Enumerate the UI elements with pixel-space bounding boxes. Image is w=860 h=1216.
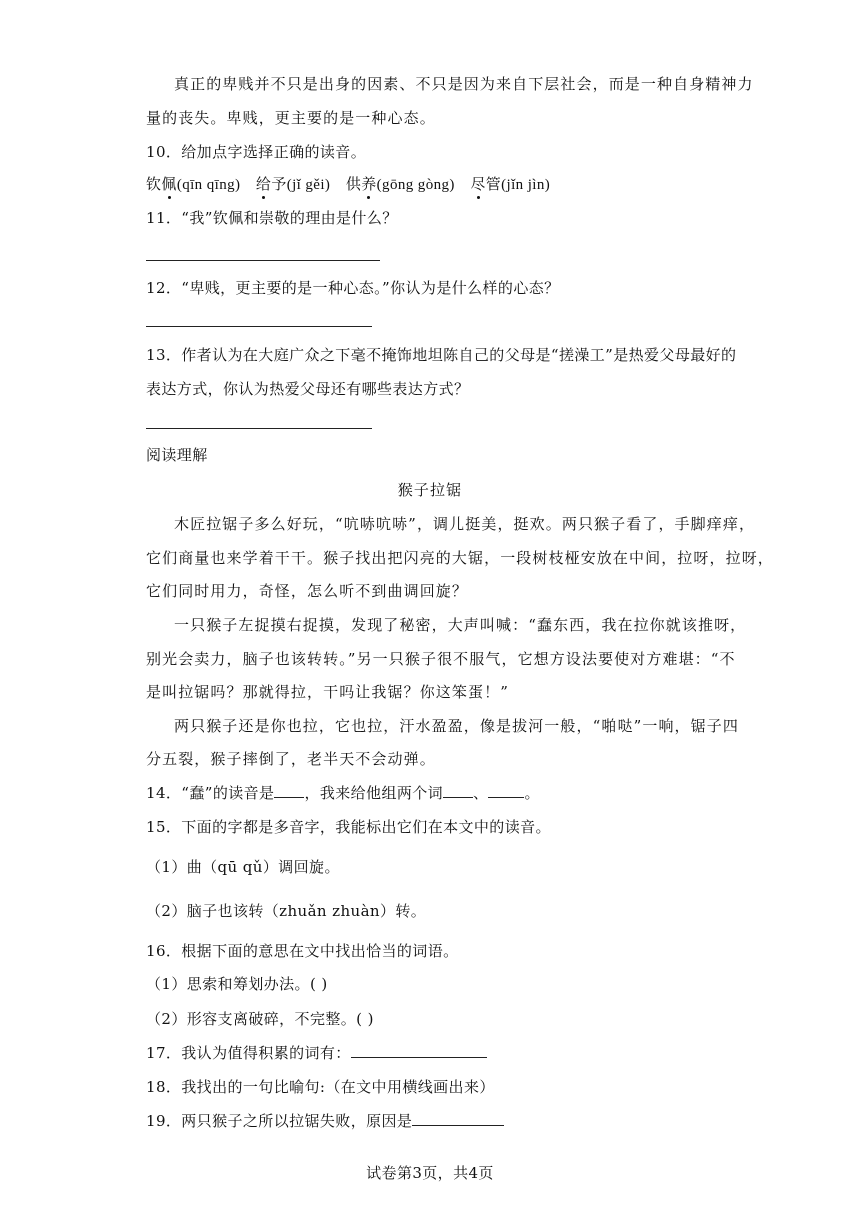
story-line: 别光会卖力，脑子也该转转。”另一只猴子很不服气，它想方设法要使对方难堪：“不 — [146, 650, 736, 668]
question-13-line: 13．作者认为在大庭广众之下毫不掩饰地坦陈自己的父母是“搓澡工”是热爱父母最好的 — [146, 346, 737, 364]
question-15-label: 15．下面的字都是多音字，我能标出它们在本文中的读音。 — [146, 818, 551, 836]
story-line: 两只猴子还是你也拉，它也拉，汗水盈盈，像是拔河一般，“啪哒”一响，锯子四 — [174, 717, 739, 735]
question-13-line: 表达方式，你认为热爱父母还有哪些表达方式？ — [146, 380, 470, 398]
question-17: 17．我认为值得积累的词有： — [146, 1042, 487, 1063]
question-16-item: （2）形容支离破碎，不完整。( ) — [146, 1010, 374, 1028]
passage-line: 量的丧失。卑贱，更主要的是一种心态。 — [146, 109, 436, 127]
question-11-label: 11．“我”钦佩和崇敬的理由是什么？ — [146, 209, 398, 227]
option-qinpei: 钦佩(qīn qīng) — [146, 175, 241, 193]
story-line: 它们商量也来学着干干。猴子找出把闪亮的大锯，一段树枝桠安放在中间，拉呀，拉呀， — [146, 549, 774, 567]
blank-word-1[interactable] — [443, 783, 473, 798]
question-10-label: 10．给加点字选择正确的读音。 — [146, 143, 367, 161]
answer-line[interactable] — [146, 326, 372, 327]
question-14: 14．“蠢”的读音是 ，我来给他组两个词 、 。 — [146, 784, 540, 802]
answer-line[interactable] — [146, 428, 372, 429]
story-line: 是叫拉锯吗？那就得拉，干吗让我锯？你这笨蛋！” — [146, 683, 509, 701]
question-15-item: （1）曲（qū qǔ）调回旋。 — [146, 858, 340, 876]
question-16-label: 16．根据下面的意思在文中找出恰当的词语。 — [146, 942, 459, 960]
option-jinguan: 尽管(jǐn jìn) — [470, 175, 551, 193]
story-line: 一只猴子左捉摸右捉摸，发现了秘密，大声叫喊：“蠢东西，我在拉你就该推呀， — [174, 616, 747, 634]
passage-line: 真正的卑贱并不只是出身的因素、不只是因为来自下层社会，而是一种自身精神力 — [174, 75, 754, 93]
story-line: 它们同时用力，奇怪，怎么听不到曲调回旋？ — [146, 582, 469, 600]
question-16-item: （1）思索和筹划办法。( ) — [146, 975, 328, 993]
question-19: 19．两只猴子之所以拉锯失败，原因是 — [146, 1110, 504, 1131]
blank-words[interactable] — [351, 1043, 487, 1058]
blank-word-2[interactable] — [488, 783, 524, 798]
section-heading: 阅读理解 — [146, 446, 208, 464]
answer-line[interactable] — [146, 260, 380, 261]
option-jiyu: 给予(jǐ gěi) — [255, 175, 331, 193]
page-footer: 试卷第3页，共4页 — [366, 1164, 494, 1182]
question-10-options — [146, 173, 550, 194]
blank-pinyin[interactable] — [274, 783, 304, 798]
story-line: 木匠拉锯子多么好玩，“吭哧吭哧”，调儿挺美，挺欢。两只猴子看了，手脚痒痒， — [174, 515, 756, 533]
question-18-label: 18．我找出的一句比喻句:（在文中用横线画出来） — [146, 1078, 495, 1096]
story-title: 猴子拉锯 — [397, 481, 463, 499]
question-15-item: （2）脑子也该转（zhuǎn zhuàn）转。 — [146, 902, 427, 920]
option-gongyang: 供养(gōng gòng) — [345, 175, 455, 193]
question-12-label: 12．“卑贱，更主要的是一种心态。”你认为是什么样的心态？ — [146, 279, 560, 297]
story-line: 分五裂，猴子摔倒了，老半天不会动弹。 — [146, 750, 436, 768]
blank-reason[interactable] — [412, 1111, 504, 1126]
